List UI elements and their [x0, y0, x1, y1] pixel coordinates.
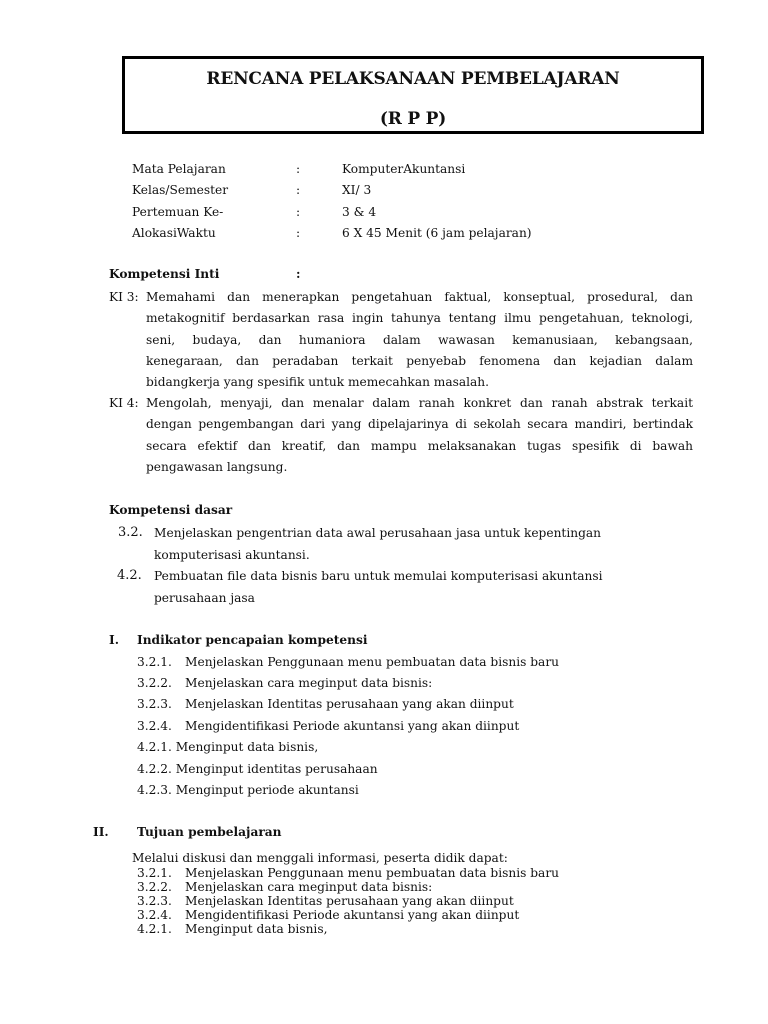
tujuan-intro: Melalui diskusi dan menggali informasi, peserta didik dapat:: [132, 851, 508, 865]
info-value: 6 X 45 Menit (6 jam pelajaran): [342, 226, 532, 240]
indikator-item: [137, 783, 359, 797]
item-number: 4.2.1.: [137, 740, 172, 754]
item-number: 3.2.3.: [137, 894, 172, 908]
info-label: Kelas/Semester: [132, 183, 229, 197]
ki4-line: Mengolah, menyaji, dan menalar dalam ranah konkret dan ranah abstrak terkait: [146, 396, 693, 410]
item-text: Mengidentifikasi Periode akuntansi yang akan diinput: [185, 908, 520, 922]
document-title: RENCANA PELAKSANAAN PEMBELAJARAN: [206, 69, 620, 89]
info-row-subject: [132, 162, 692, 180]
ki4-line: dengan pengembangan dari yang dipelajarinya di sekolah secara mandiri, bertindak: [146, 417, 693, 431]
ki3-label: KI 3:: [109, 290, 139, 304]
info-colon: :: [296, 226, 301, 240]
info-row-class: [132, 183, 692, 201]
ki3-line: bidangkerja yang spesifik untuk memecahkan masalah.: [146, 375, 490, 389]
info-colon: :: [296, 183, 301, 197]
info-label: AlokasiWaktu: [132, 226, 216, 240]
ki-heading: Kompetensi Inti: [109, 267, 220, 281]
info-value: 3 & 4: [342, 205, 377, 219]
kd-number: 4.2.: [117, 568, 142, 583]
item-number: 3.2.1.: [137, 655, 172, 669]
ki4-label: KI 4:: [109, 396, 139, 410]
kd-text: komputerisasi akuntansi.: [154, 548, 310, 562]
item-number: 4.2.3.: [137, 783, 172, 797]
item-number: 3.2.3.: [137, 697, 172, 711]
info-row-meeting: [132, 205, 692, 223]
item-number: 4.2.2.: [137, 762, 172, 776]
ki3-line: metakognitif berdasarkan rasa ingin tahunya tentang ilmu pengetahuan, teknologi,: [146, 311, 693, 325]
item-text: Menjelaskan cara meginput data bisnis:: [185, 676, 433, 690]
title-box: [122, 56, 704, 134]
item-text: Menginput periode akuntansi: [175, 783, 359, 797]
info-row-time: [132, 226, 692, 244]
kd-text: Menjelaskan pengentrian data awal perusahaan jasa untuk kepentingan: [154, 526, 601, 540]
item-number: 4.2.1.: [137, 922, 172, 936]
tujuan-heading: Tujuan pembelajaran: [137, 825, 282, 839]
ki3-line: kenegaraan, dan peradaban terkait penyebab fenomena dan kejadian dalam: [146, 354, 693, 368]
info-label: Pertemuan Ke-: [132, 205, 224, 219]
item-text: Menjelaskan Identitas perusahaan yang akan diinput: [185, 894, 514, 908]
document-subtitle: (R P P): [379, 109, 447, 129]
ki3-line: seni, budaya, dan humaniora dalam wawasan kemanusiaan, kebangsaan,: [146, 333, 693, 347]
item-text: Menginput data bisnis,: [185, 922, 328, 936]
info-colon: :: [296, 162, 301, 176]
indikator-item: [137, 740, 318, 754]
item-number: 3.2.1.: [137, 866, 172, 880]
ki4-line: pengawasan langsung.: [146, 460, 288, 474]
kd-heading: Kompetensi dasar: [109, 503, 233, 517]
item-number: 3.2.4.: [137, 908, 172, 922]
item-number: 3.2.2.: [137, 880, 172, 894]
info-value: XI/ 3: [342, 183, 372, 197]
item-text: Menjelaskan Identitas perusahaan yang akan diinput: [185, 697, 514, 711]
indikator-item: [137, 762, 378, 776]
item-text: Menginput identitas perusahaan: [175, 762, 378, 776]
ki4-line: secara efektif dan kreatif, dan mampu melaksanakan tugas spesifik di bawah: [146, 439, 693, 453]
info-value: KomputerAkuntansi: [342, 162, 466, 176]
item-number: 3.2.4.: [137, 719, 172, 733]
item-text: Mengidentifikasi Periode akuntansi yang akan diinput: [185, 719, 520, 733]
section-numeral: I.: [109, 633, 119, 647]
info-label: Mata Pelajaran: [132, 162, 226, 176]
section-numeral: II.: [93, 825, 109, 839]
item-text: Menjelaskan Penggunaan menu pembuatan data bisnis baru: [185, 655, 559, 669]
item-text: Menginput data bisnis,: [175, 740, 319, 754]
ki-heading-colon: :: [296, 267, 301, 281]
ki3-line: Memahami dan menerapkan pengetahuan faktual, konseptual, prosedural, dan: [146, 290, 693, 304]
kd-text: Pembuatan file data bisnis baru untuk memulai komputerisasi akuntansi: [154, 569, 603, 583]
indikator-heading: Indikator pencapaian kompetensi: [137, 633, 368, 647]
kd-text: perusahaan jasa: [154, 591, 255, 605]
kd-number: 3.2.: [118, 525, 143, 540]
info-colon: :: [296, 205, 301, 219]
item-text: Menjelaskan cara meginput data bisnis:: [185, 880, 433, 894]
item-number: 3.2.2.: [137, 676, 172, 690]
item-text: Menjelaskan Penggunaan menu pembuatan data bisnis baru: [185, 866, 559, 880]
